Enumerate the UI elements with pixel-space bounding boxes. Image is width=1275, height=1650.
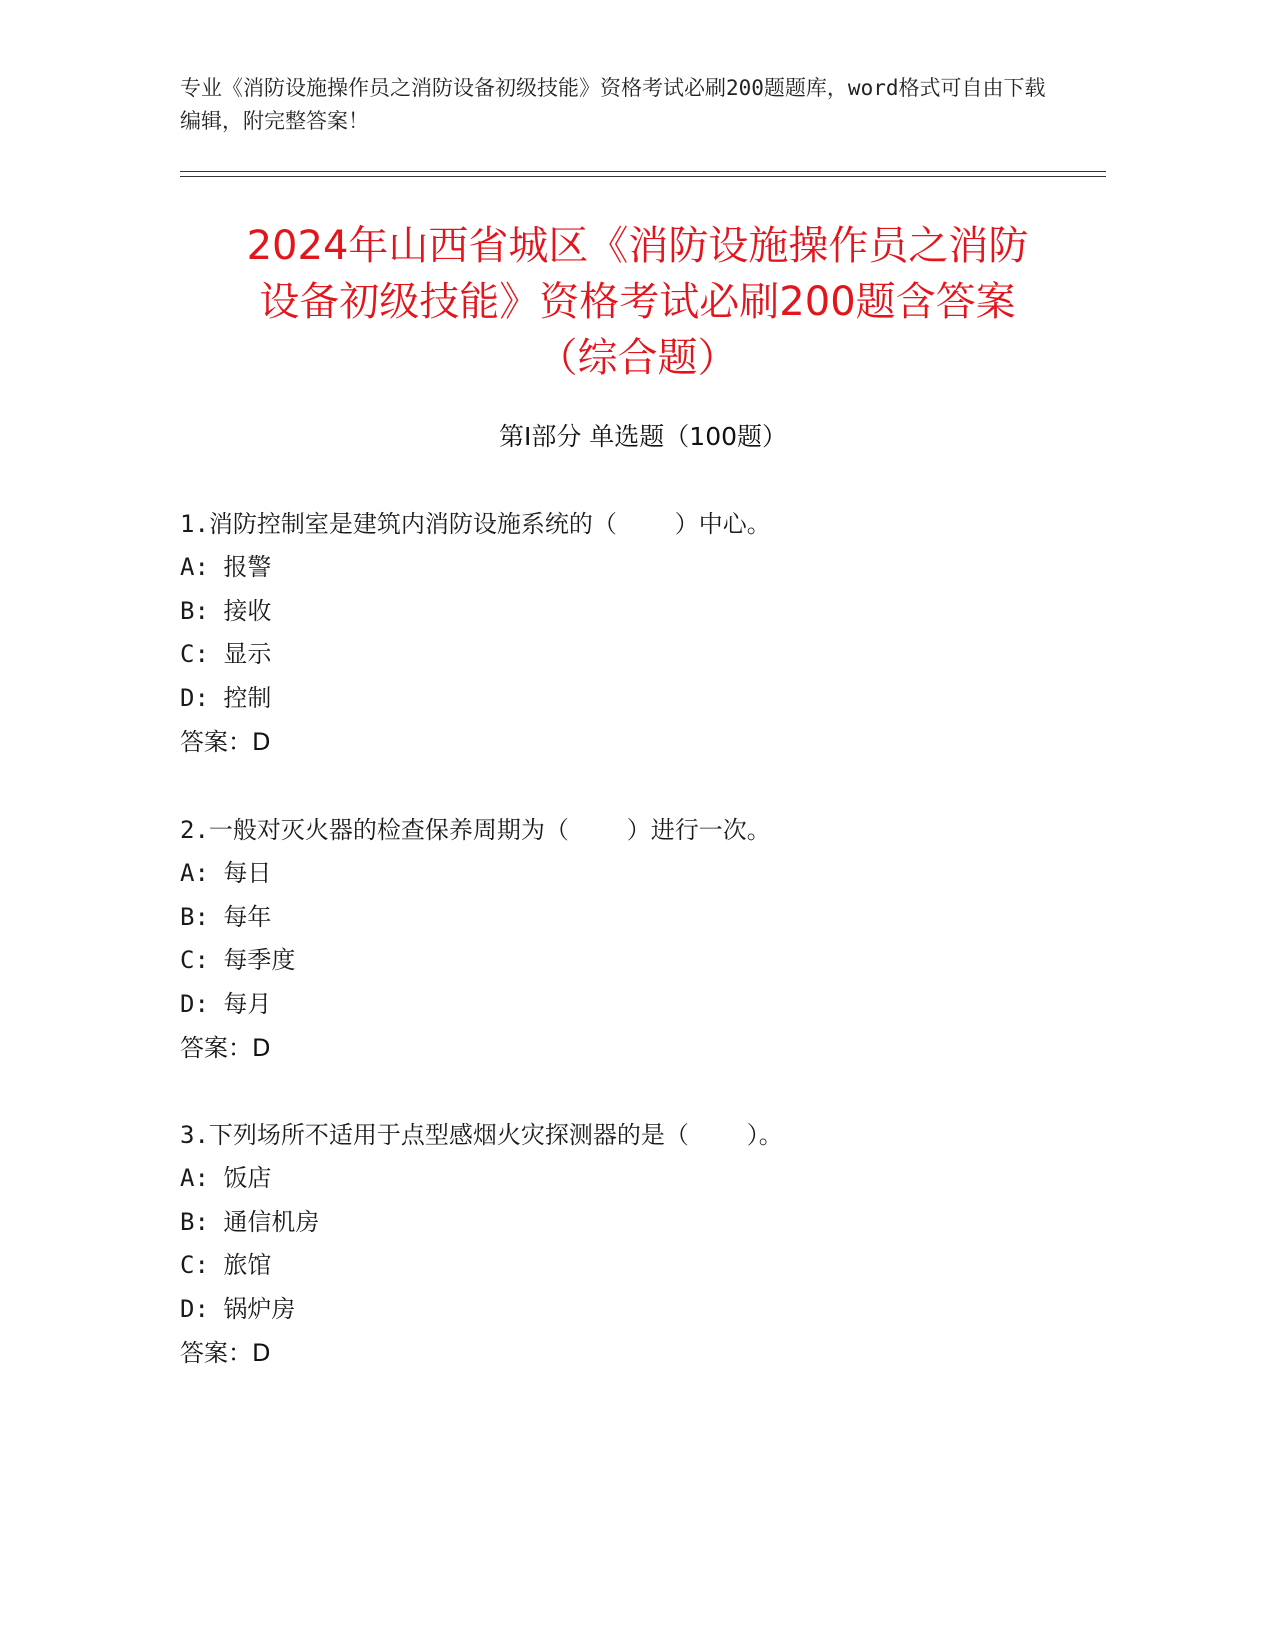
question-stem: 3.下列场所不适用于点型感烟火灾探测器的是（ ）。 — [180, 1121, 783, 1149]
answer: 答案：D — [180, 1034, 271, 1062]
answer: 答案：D — [180, 1339, 271, 1367]
option-b: B: 通信机房 — [180, 1207, 320, 1236]
title-line: 设备初级技能》资格考试必刷200题含答案 — [259, 279, 1016, 325]
question-1 — [180, 502, 1106, 764]
option-a: A: 每日 — [180, 859, 272, 887]
document-title — [150, 218, 1125, 386]
option-a: A: 饭店 — [180, 1164, 272, 1192]
question-stem: 1.消防控制室是建筑内消防设施系统的（ ）中心。 — [180, 510, 771, 538]
option-d: D: 锅炉房 — [180, 1294, 296, 1323]
option-c: C: 显示 — [180, 640, 272, 668]
option-c: C: 每季度 — [180, 946, 296, 974]
question-stem: 2.一般对灭火器的检查保养周期为（ ）进行一次。 — [180, 816, 771, 844]
question-3 — [180, 1113, 1106, 1375]
question-2 — [180, 808, 1106, 1070]
option-d: D: 控制 — [180, 683, 272, 712]
option-c: C: 旅馆 — [180, 1251, 272, 1279]
header-note: 专业《消防设施操作员之消防设备初级技能》资格考试必刷200题题库，word格式可自由下载编辑，附完整答案！ — [180, 76, 1046, 133]
title-line: （综合题） — [537, 335, 738, 381]
answer: 答案：D — [180, 728, 271, 756]
header-divider-bottom — [180, 176, 1106, 177]
option-a: A: 报警 — [180, 553, 272, 581]
option-d: D: 每月 — [180, 989, 272, 1018]
option-b: B: 每年 — [180, 902, 272, 931]
header-divider-top — [180, 171, 1106, 172]
option-b: B: 接收 — [180, 596, 272, 625]
section-title: 第Ⅰ部分 单选题（100题） — [498, 422, 788, 451]
title-line: 2024年山西省城区《消防设施操作员之消防 — [246, 223, 1029, 269]
